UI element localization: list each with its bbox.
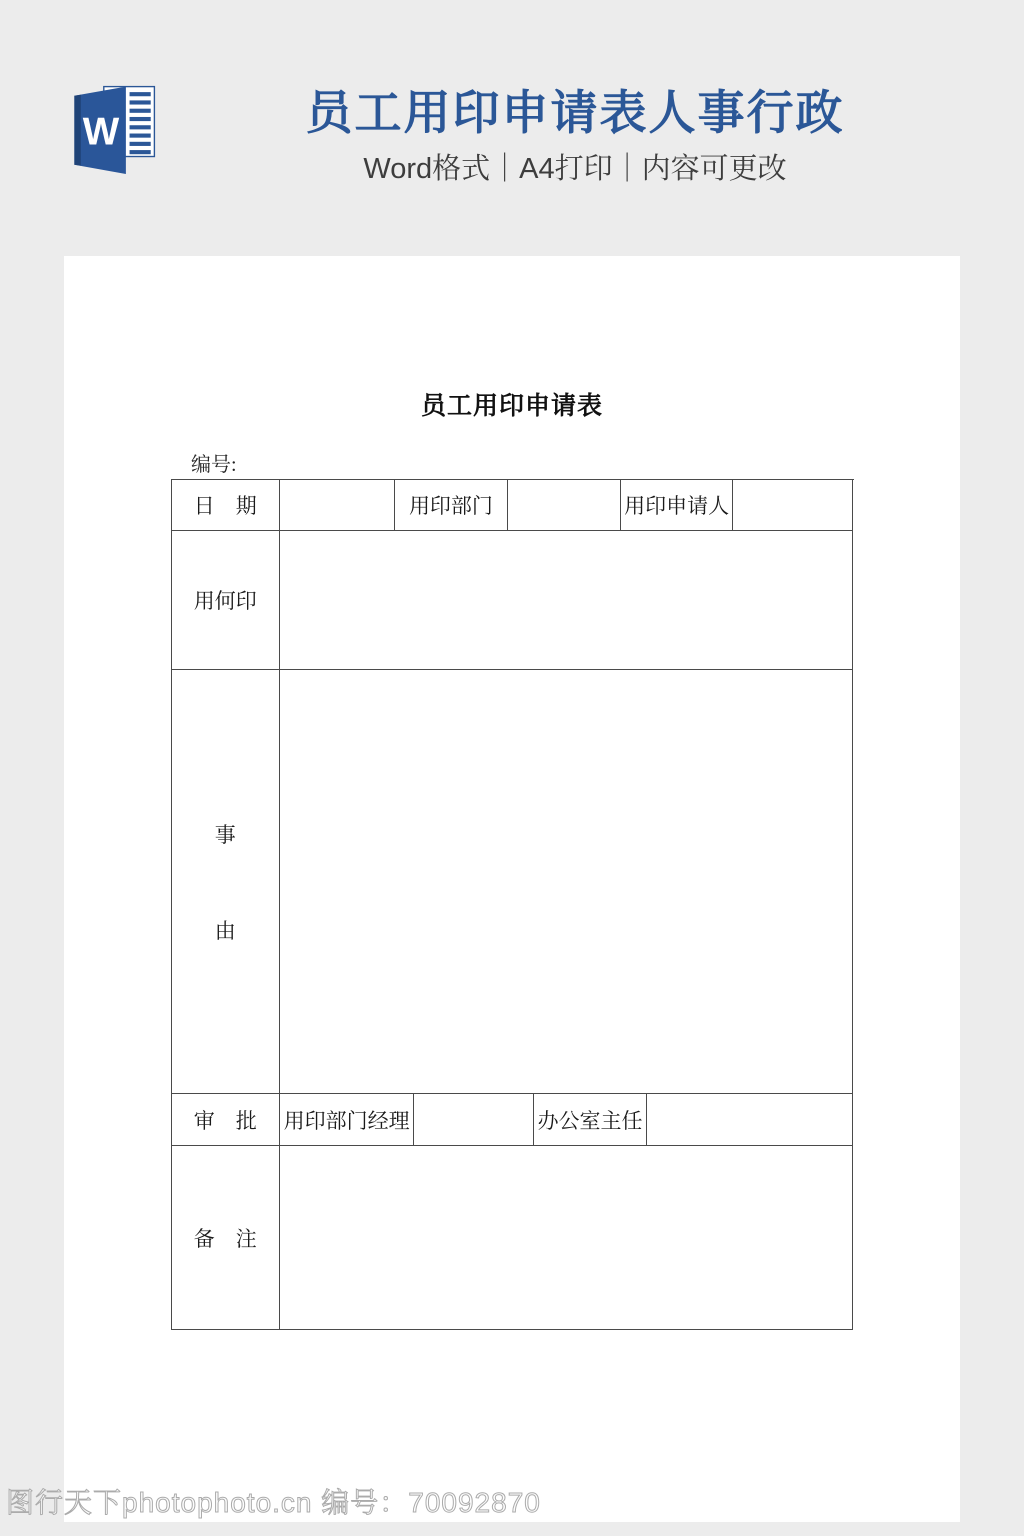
header-text — [160, 86, 990, 186]
seal-label-cell: 用何印 — [172, 531, 280, 670]
director-sign-cell — [647, 1094, 854, 1146]
document-page — [64, 256, 960, 1522]
remarks-value-cell — [280, 1146, 854, 1330]
remarks-label-cell: 备 注 — [172, 1146, 280, 1330]
reason-label-cell — [172, 670, 280, 1094]
reason-value-cell — [280, 670, 854, 1094]
reason-label-char-2: 由 — [214, 918, 236, 943]
date-value-cell — [280, 480, 395, 531]
manager-label-cell: 用印部门经理 — [280, 1094, 414, 1146]
page-title: 员工用印申请表人事行政 — [305, 86, 845, 139]
applicant-label-cell: 用印申请人 — [621, 480, 734, 531]
svg-text:W: W — [82, 110, 120, 154]
applicant-value-cell — [733, 480, 853, 531]
table-row-date — [172, 480, 854, 531]
dept-value-cell — [508, 480, 621, 531]
form-title: 员工用印申请表 — [420, 392, 603, 420]
seal-value-cell — [280, 531, 854, 670]
page-subtitle: Word格式｜A4打印｜内容可更改 — [363, 153, 787, 185]
reason-label-char-1: 事 — [214, 822, 236, 847]
table-row-approval — [172, 1094, 854, 1146]
serial-number-label: 编号: — [191, 454, 237, 476]
table-row-seal — [172, 531, 854, 670]
director-label-cell: 办公室主任 — [534, 1094, 647, 1146]
word-icon — [62, 82, 164, 174]
date-label-cell: 日 期 — [172, 480, 280, 531]
manager-sign-cell — [414, 1094, 534, 1146]
header — [0, 0, 1024, 256]
table-row-remarks — [172, 1146, 854, 1330]
form-table — [171, 479, 854, 1330]
watermark-text: 图行天下photophoto.cn 编号：70092870 — [6, 1487, 541, 1518]
table-row-reason — [172, 670, 854, 1094]
approval-label-cell: 审 批 — [172, 1094, 280, 1146]
dept-label-cell: 用印部门 — [395, 480, 508, 531]
